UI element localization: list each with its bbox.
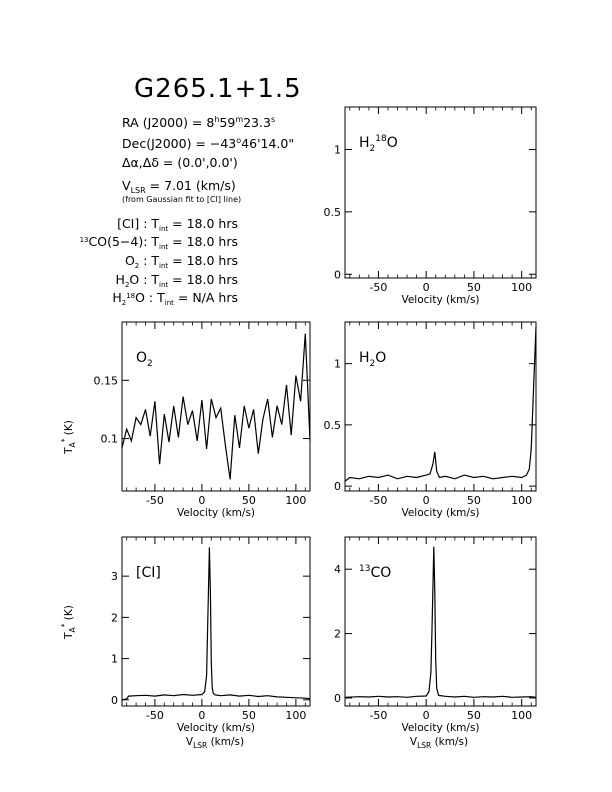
x-tick-label: 100 [511, 281, 533, 294]
x-tick-label: -50 [145, 494, 164, 507]
panel-ci [111, 537, 310, 734]
x-tick-label: 0 [198, 494, 206, 507]
x-tick-label: 50 [466, 494, 481, 507]
y-tick-label: 0.5 [323, 205, 341, 219]
x-tick-label: 50 [241, 709, 256, 722]
x-tick-label: 0 [422, 494, 430, 507]
plot-frame [122, 322, 310, 491]
panel-label: $H_2O$ [359, 350, 387, 369]
ylabel-o2: $T_A^*$ (K) [60, 420, 77, 454]
x-tick-label: 0 [198, 709, 206, 722]
x-axis-label: Velocity (km/s) [401, 294, 480, 306]
panel-label: $O_2$ [136, 350, 153, 369]
x-tick-label: -50 [369, 494, 388, 507]
y-tick-label: 2 [111, 611, 118, 625]
x-tick-label: 100 [511, 494, 533, 507]
vlsr-line: $V_{LSR} = 7.01$ (km/s) [122, 178, 236, 195]
integration-13co: $^{13}$CO(5−4): $T_{int} = 18.0$ hrs [79, 234, 238, 251]
x-axis-label: Velocity (km/s) [401, 507, 480, 519]
x-tick-label: 0 [422, 281, 430, 294]
y-tick-label: 0.5 [323, 418, 341, 432]
panel-13co [334, 537, 536, 734]
x-tick-label: 0 [422, 709, 430, 722]
y-tick-label: 2 [334, 627, 341, 641]
integration-h218o: $H_2^{18}O$ : $T_{int} = N/A$ hrs [112, 290, 238, 307]
panel-label: $H_2^{18}O$ [359, 134, 398, 154]
panel-h218o [324, 107, 537, 306]
plot-frame [122, 537, 310, 706]
panel-o2 [94, 322, 311, 519]
x-tick-label: 50 [241, 494, 256, 507]
integration-o2: $O_2$ : $T_{int} = 18.0$ hrs [124, 253, 238, 270]
integration-ci: [CI] : $T_{int} = 18.0$ hrs [117, 216, 238, 233]
x-tick-label: -50 [369, 709, 388, 722]
x-axis-label: Velocity (km/s) [176, 722, 256, 734]
y-tick-label: 1 [111, 652, 118, 666]
panel-h2o [324, 322, 537, 519]
y-tick-label: 4 [334, 563, 341, 577]
y-tick-label: 1 [334, 143, 341, 157]
panel-label: [CI] [136, 565, 161, 581]
x-tick-label: 50 [466, 709, 481, 722]
y-tick-label: 1 [334, 357, 341, 371]
info-block [80, 115, 295, 307]
plot-frame [345, 537, 536, 706]
y-tick-label: 0.15 [93, 374, 118, 388]
ylabel-ci: $T_A^*$ (K) [60, 605, 77, 639]
dec-line: $Dec(J2000) = -43^o46'14.0$" [122, 136, 295, 151]
y-tick-label: 0.1 [100, 432, 118, 446]
integration-h2o: $H_2O$ : $T_{int} = 18.0$ hrs [115, 272, 238, 289]
x-tick-label: -50 [145, 709, 164, 722]
x-tick-label: 50 [466, 281, 481, 294]
y-tick-label: 3 [111, 570, 118, 584]
plot-frame [345, 107, 536, 278]
vlsr-xlabel-ci: $V_{LSR}$ (km/s) [185, 736, 245, 750]
x-tick-label: 100 [511, 709, 533, 722]
plot-frame [345, 322, 536, 491]
x-axis-label: Velocity (km/s) [401, 722, 480, 734]
panel-label: $^{13}$CO [359, 564, 392, 581]
vlsr-note: (from Gaussian fit to [CI] line) [122, 195, 242, 204]
figure-title: G265.1+1.5 [134, 74, 302, 104]
x-axis-label: Velocity (km/s) [176, 507, 256, 519]
x-tick-label: 100 [285, 494, 307, 507]
y-tick-label: 0 [111, 693, 118, 707]
ra-line: RA $(J2000) = 8^h59^m23.3^s$ [122, 115, 276, 130]
x-tick-label: 100 [285, 709, 307, 722]
x-tick-label: -50 [369, 281, 388, 294]
spectrum-line [345, 327, 536, 481]
y-tick-label: 0 [334, 268, 341, 282]
y-tick-label: 0 [334, 691, 341, 705]
offset-line: Δα,Δδ = (0.0',0.0') [122, 155, 238, 170]
vlsr-xlabel-13co: $V_{LSR}$ (km/s) [409, 736, 469, 750]
spectrum-line [122, 334, 310, 480]
y-tick-label: 0 [334, 480, 341, 494]
